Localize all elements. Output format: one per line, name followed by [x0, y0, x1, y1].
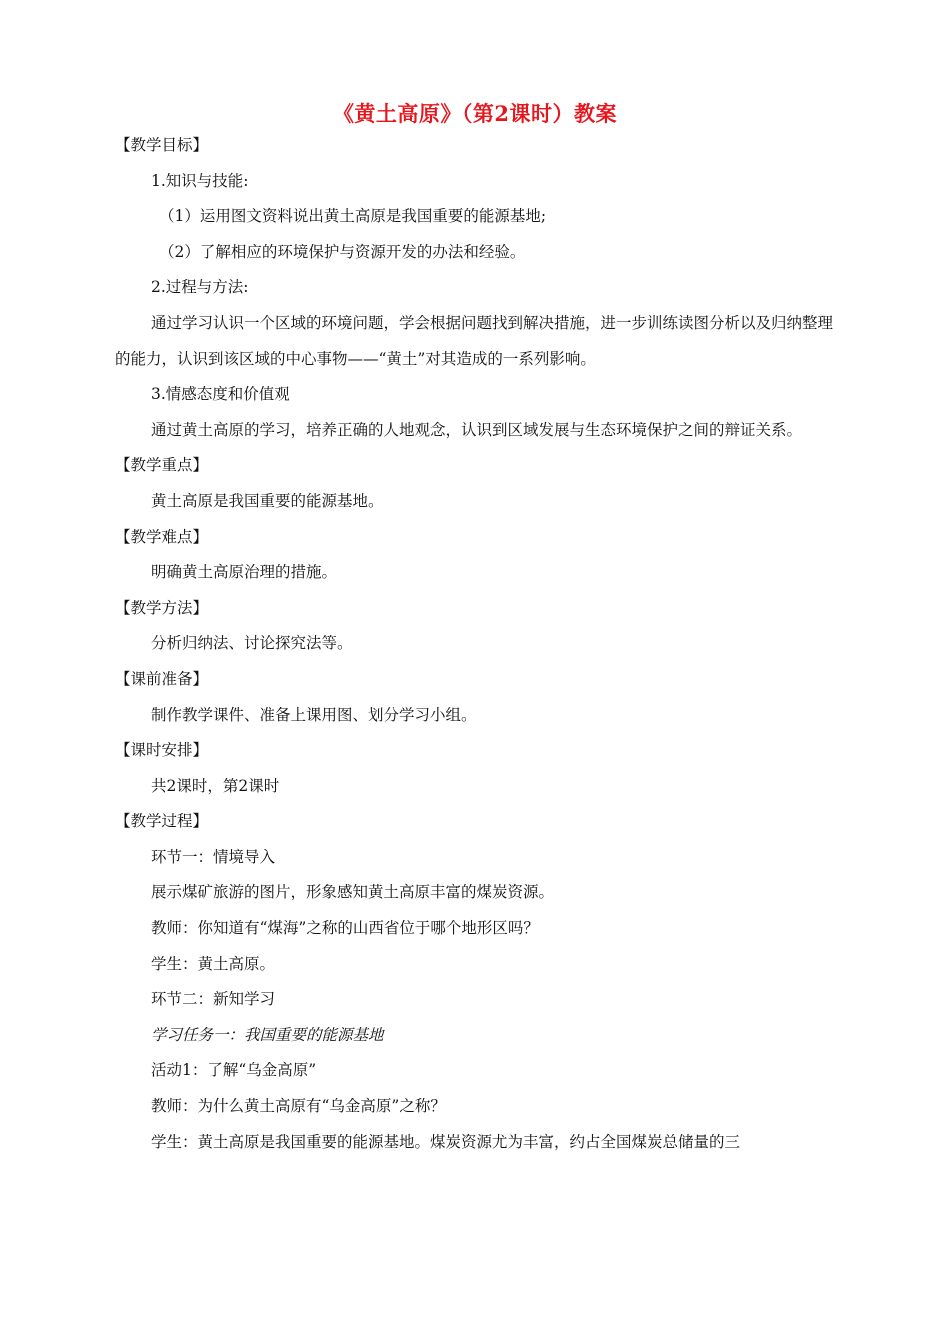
- section-heading-difficulties: 【教学难点】: [115, 527, 209, 546]
- section-heading-schedule: 【课时安排】: [115, 741, 209, 760]
- learning-task-title: 学习任务一：我国重要的能源基地: [151, 1025, 384, 1044]
- key-points-text: 黄土高原是我国重要的能源基地。: [151, 491, 384, 510]
- process-line: 展示煤矿旅游的图片，形象感知黄土高原丰富的煤炭资源。: [151, 883, 555, 902]
- document-title: 《黄土高原》（第2课时）教案: [332, 101, 618, 126]
- process-line: 环节一：情境导入: [151, 847, 276, 866]
- process-line: 学生：黄土高原。: [151, 954, 276, 973]
- document-body: [115, 128, 833, 1160]
- objective-1-sub-1: （1）运用图文资料说出黄土高原是我国重要的能源基地;: [159, 207, 547, 226]
- section-heading-key-points: 【教学重点】: [115, 456, 209, 475]
- section-heading-objectives: 【教学目标】: [115, 136, 209, 154]
- section-heading-process: 【教学过程】: [115, 812, 209, 831]
- process-line: 学生：黄土高原是我国重要的能源基地。煤炭资源尤为丰富，约占全国煤炭总储量的三: [151, 1132, 741, 1151]
- process-line: 教师：为什么黄土高原有“乌金高原”之称？: [151, 1097, 446, 1116]
- difficulties-text: 明确黄土高原治理的措施。: [151, 563, 338, 582]
- objective-3-title: 3.情感态度和价值观: [151, 385, 290, 404]
- process-line: 教师：你知道有“煤海”之称的山西省位于哪个地形区吗？: [151, 919, 539, 938]
- objective-2-title: 2.过程与方法:: [151, 278, 249, 297]
- objective-1-sub-2: （2）了解相应的环境保护与资源开发的办法和经验。: [159, 242, 526, 261]
- objective-3-text: 通过黄土高原的学习，培养正确的人地观念，认识到区域发展与生态环境保护之间的辩证关系。: [151, 420, 803, 439]
- methods-text: 分析归纳法、讨论探究法等。: [151, 634, 353, 653]
- preparation-text: 制作教学课件、准备上课用图、划分学习小组。: [151, 705, 477, 724]
- process-line: 环节二：新知学习: [151, 990, 276, 1009]
- schedule-text: 共2课时，第2课时: [151, 776, 280, 795]
- objective-2-text: 通过学习认识一个区域的环境问题，学会根据问题找到解决措施，进一步训练读图分析以及归纳整理的能力，认识到该区域的中心事物——“黄土”对其造成的一系列影响。: [115, 313, 834, 368]
- objective-1-title: 1.知识与技能:: [151, 171, 249, 190]
- section-heading-preparation: 【课前准备】: [115, 669, 209, 688]
- section-heading-methods: 【教学方法】: [115, 598, 209, 617]
- process-line: 活动1：了解“乌金高原”: [151, 1061, 317, 1080]
